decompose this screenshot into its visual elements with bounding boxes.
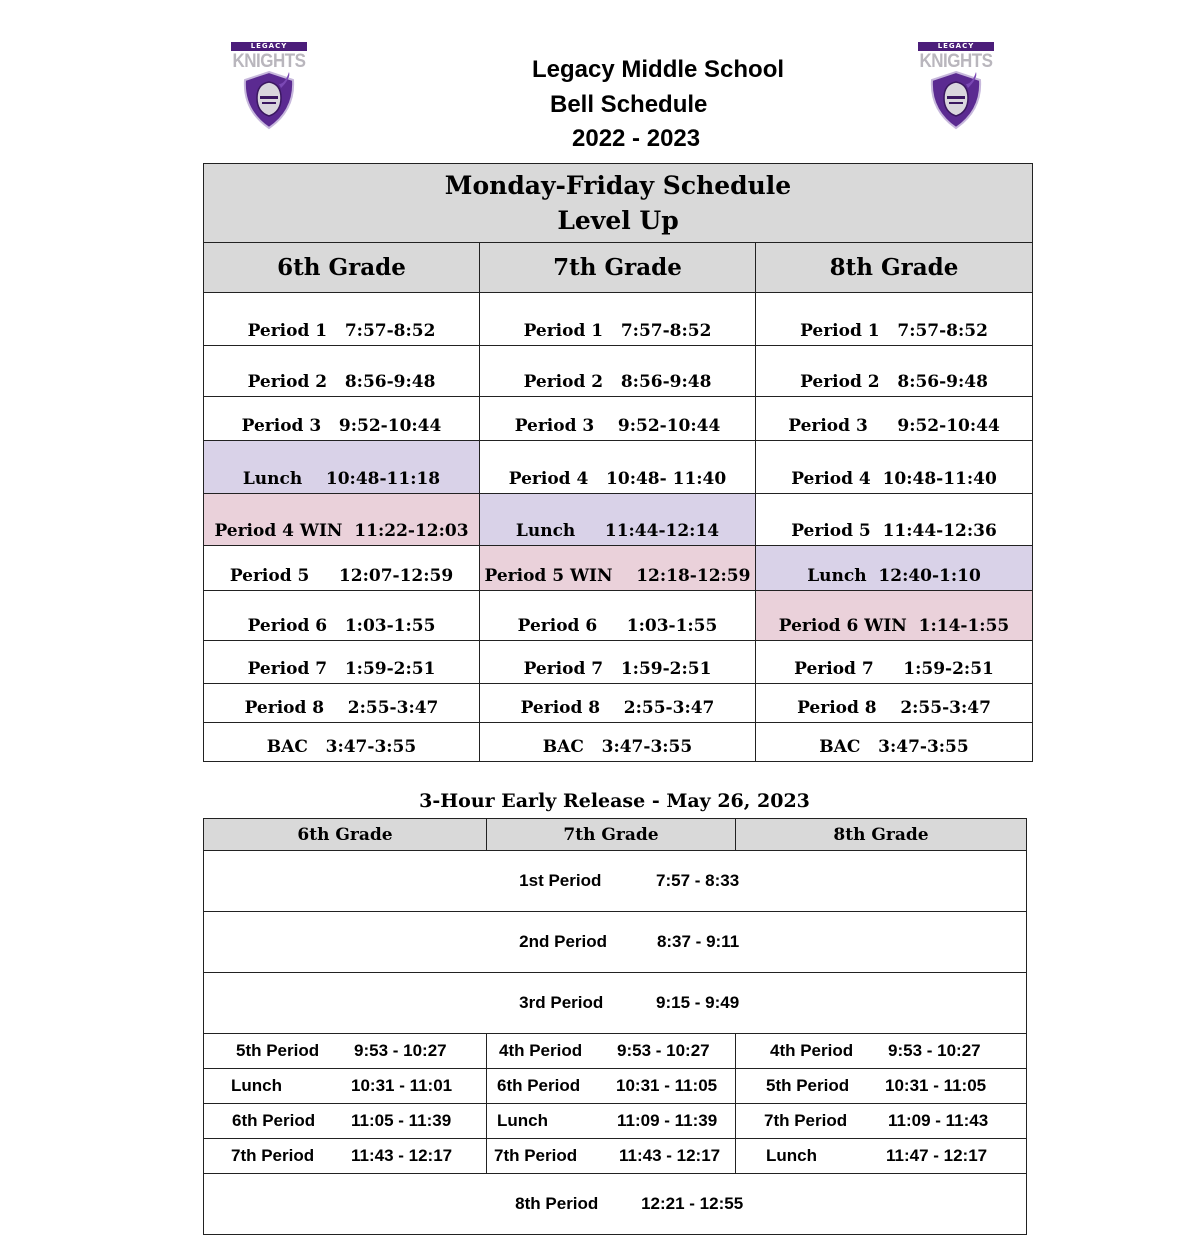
er-period: 4th Period bbox=[770, 1041, 854, 1060]
er-grade-header-7: 7th Grade bbox=[487, 819, 736, 851]
schedule-cell: Period 6 1:03-1:55 bbox=[480, 591, 756, 641]
main-schedule-title: Monday-Friday Schedule bbox=[444, 171, 792, 200]
er-cell bbox=[487, 1104, 736, 1139]
er-time: 9:15 - 9:49 bbox=[656, 993, 740, 1012]
schedule-cell: Period 8 2:55-3:47 bbox=[756, 684, 1033, 723]
er-shared-row bbox=[204, 851, 1027, 912]
schedule-cell-lunch: Lunch 12:40-1:10 bbox=[756, 546, 1033, 591]
er-time: 10:31 - 11:05 bbox=[885, 1076, 987, 1095]
er-cell bbox=[204, 1034, 487, 1069]
er-grade-header-8: 8th Grade bbox=[736, 819, 1027, 851]
er-period: 8th Period bbox=[515, 1194, 599, 1213]
schedule-cell: BAC 3:47-3:55 bbox=[204, 723, 480, 762]
er-period: Lunch bbox=[231, 1076, 282, 1095]
er-cell bbox=[736, 1139, 1027, 1174]
er-period: 4th Period bbox=[499, 1041, 583, 1060]
early-release-title: 3-Hour Early Release - May 26, 2023 bbox=[419, 790, 810, 812]
school-year: 2022 - 2023 bbox=[572, 125, 701, 152]
schedule-cell: Period 1 7:57-8:52 bbox=[756, 293, 1033, 346]
er-cell bbox=[736, 1104, 1027, 1139]
er-cell bbox=[487, 1034, 736, 1069]
er-period: 6th Period bbox=[497, 1076, 581, 1095]
schedule-cell: Period 2 8:56-9:48 bbox=[480, 346, 756, 397]
knights-logo-right bbox=[918, 42, 994, 132]
er-time: 9:53 - 10:27 bbox=[888, 1041, 981, 1060]
er-period: 5th Period bbox=[766, 1076, 850, 1095]
er-cell bbox=[204, 1069, 487, 1104]
er-time: 10:31 - 11:01 bbox=[351, 1076, 453, 1095]
er-cell bbox=[487, 1139, 736, 1174]
schedule-cell: Period 2 8:56-9:48 bbox=[204, 346, 480, 397]
er-period: 7th Period bbox=[764, 1111, 848, 1130]
knight-shield-icon bbox=[926, 70, 986, 130]
er-grade-header-6: 6th Grade bbox=[204, 819, 487, 851]
schedule-cell: Period 7 1:59-2:51 bbox=[756, 641, 1033, 684]
er-period: 3rd Period bbox=[519, 993, 604, 1012]
schedule-cell: Period 4 10:48- 11:40 bbox=[480, 441, 756, 494]
er-cell bbox=[736, 1034, 1027, 1069]
er-period: 2nd Period bbox=[519, 932, 608, 951]
schedule-cell: Period 2 8:56-9:48 bbox=[756, 346, 1033, 397]
main-schedule-subtitle: Level Up bbox=[557, 206, 679, 235]
er-period: 6th Period bbox=[232, 1111, 316, 1130]
schedule-cell: Period 5 11:44-12:36 bbox=[756, 494, 1033, 546]
grade-header-8: 8th Grade bbox=[756, 243, 1033, 293]
school-name: Legacy Middle School bbox=[532, 56, 785, 83]
schedule-cell: BAC 3:47-3:55 bbox=[756, 723, 1033, 762]
er-period: Lunch bbox=[766, 1146, 817, 1165]
er-time: 7:57 - 8:33 bbox=[656, 871, 740, 890]
logo-banner: LEGACY bbox=[231, 42, 307, 51]
schedule-subtitle: Bell Schedule bbox=[550, 91, 708, 118]
er-shared-row bbox=[204, 973, 1027, 1034]
er-time: 12:21 - 12:55 bbox=[641, 1194, 744, 1213]
er-cell bbox=[736, 1069, 1027, 1104]
schedule-cell: Period 1 7:57-8:52 bbox=[204, 293, 480, 346]
knight-shield-icon bbox=[239, 70, 299, 130]
er-period: 7th Period bbox=[231, 1146, 315, 1165]
grade-header-6: 6th Grade bbox=[204, 243, 480, 293]
er-time: 11:43 - 12:17 bbox=[619, 1146, 721, 1165]
schedule-cell: Period 8 2:55-3:47 bbox=[204, 684, 480, 723]
schedule-cell-lunch: Lunch 11:44-12:14 bbox=[480, 494, 756, 546]
er-cell bbox=[204, 1104, 487, 1139]
logo-banner: LEGACY bbox=[918, 42, 994, 51]
er-time: 11:09 - 11:39 bbox=[617, 1111, 718, 1130]
schedule-cell: Period 5 12:07-12:59 bbox=[204, 546, 480, 591]
main-schedule-header bbox=[204, 164, 1033, 243]
logo-word: KNIGHTS bbox=[919, 49, 993, 72]
er-time: 9:53 - 10:27 bbox=[617, 1041, 710, 1060]
schedule-cell: Period 6 1:03-1:55 bbox=[204, 591, 480, 641]
schedule-cell-win: Period 4 WIN 11:22-12:03 bbox=[204, 494, 480, 546]
logo-word: KNIGHTS bbox=[232, 49, 306, 72]
schedule-cell: Period 7 1:59-2:51 bbox=[204, 641, 480, 684]
er-period: 1st Period bbox=[519, 871, 602, 890]
early-release-table bbox=[203, 818, 1027, 1235]
er-final-row bbox=[204, 1174, 1027, 1235]
er-time: 11:43 - 12:17 bbox=[351, 1146, 453, 1165]
schedule-cell: Period 3 9:52-10:44 bbox=[756, 397, 1033, 441]
schedule-cell: Period 1 7:57-8:52 bbox=[480, 293, 756, 346]
er-shared-row bbox=[204, 912, 1027, 973]
schedule-cell: Period 8 2:55-3:47 bbox=[480, 684, 756, 723]
schedule-cell: BAC 3:47-3:55 bbox=[480, 723, 756, 762]
er-time: 9:53 - 10:27 bbox=[354, 1041, 447, 1060]
er-time: 11:05 - 11:39 bbox=[351, 1111, 452, 1130]
er-time: 11:09 - 11:43 bbox=[888, 1111, 989, 1130]
er-period: 5th Period bbox=[236, 1041, 320, 1060]
er-time: 11:47 - 12:17 bbox=[886, 1146, 988, 1165]
schedule-cell-win: Period 6 WIN 1:14-1:55 bbox=[756, 591, 1033, 641]
er-cell bbox=[487, 1069, 736, 1104]
main-schedule-table bbox=[203, 163, 1033, 762]
er-time: 10:31 - 11:05 bbox=[616, 1076, 718, 1095]
schedule-cell-win: Period 5 WIN 12:18-12:59 bbox=[480, 546, 756, 591]
schedule-cell: Period 7 1:59-2:51 bbox=[480, 641, 756, 684]
schedule-cell-lunch: Lunch 10:48-11:18 bbox=[204, 441, 480, 494]
er-period: 7th Period bbox=[494, 1146, 578, 1165]
schedule-cell: Period 4 10:48-11:40 bbox=[756, 441, 1033, 494]
schedule-cell: Period 3 9:52-10:44 bbox=[204, 397, 480, 441]
er-time: 8:37 - 9:11 bbox=[656, 932, 740, 951]
knights-logo-left bbox=[231, 42, 307, 132]
er-cell bbox=[204, 1139, 487, 1174]
schedule-cell: Period 3 9:52-10:44 bbox=[480, 397, 756, 441]
grade-header-7: 7th Grade bbox=[480, 243, 756, 293]
er-period: Lunch bbox=[497, 1111, 548, 1130]
